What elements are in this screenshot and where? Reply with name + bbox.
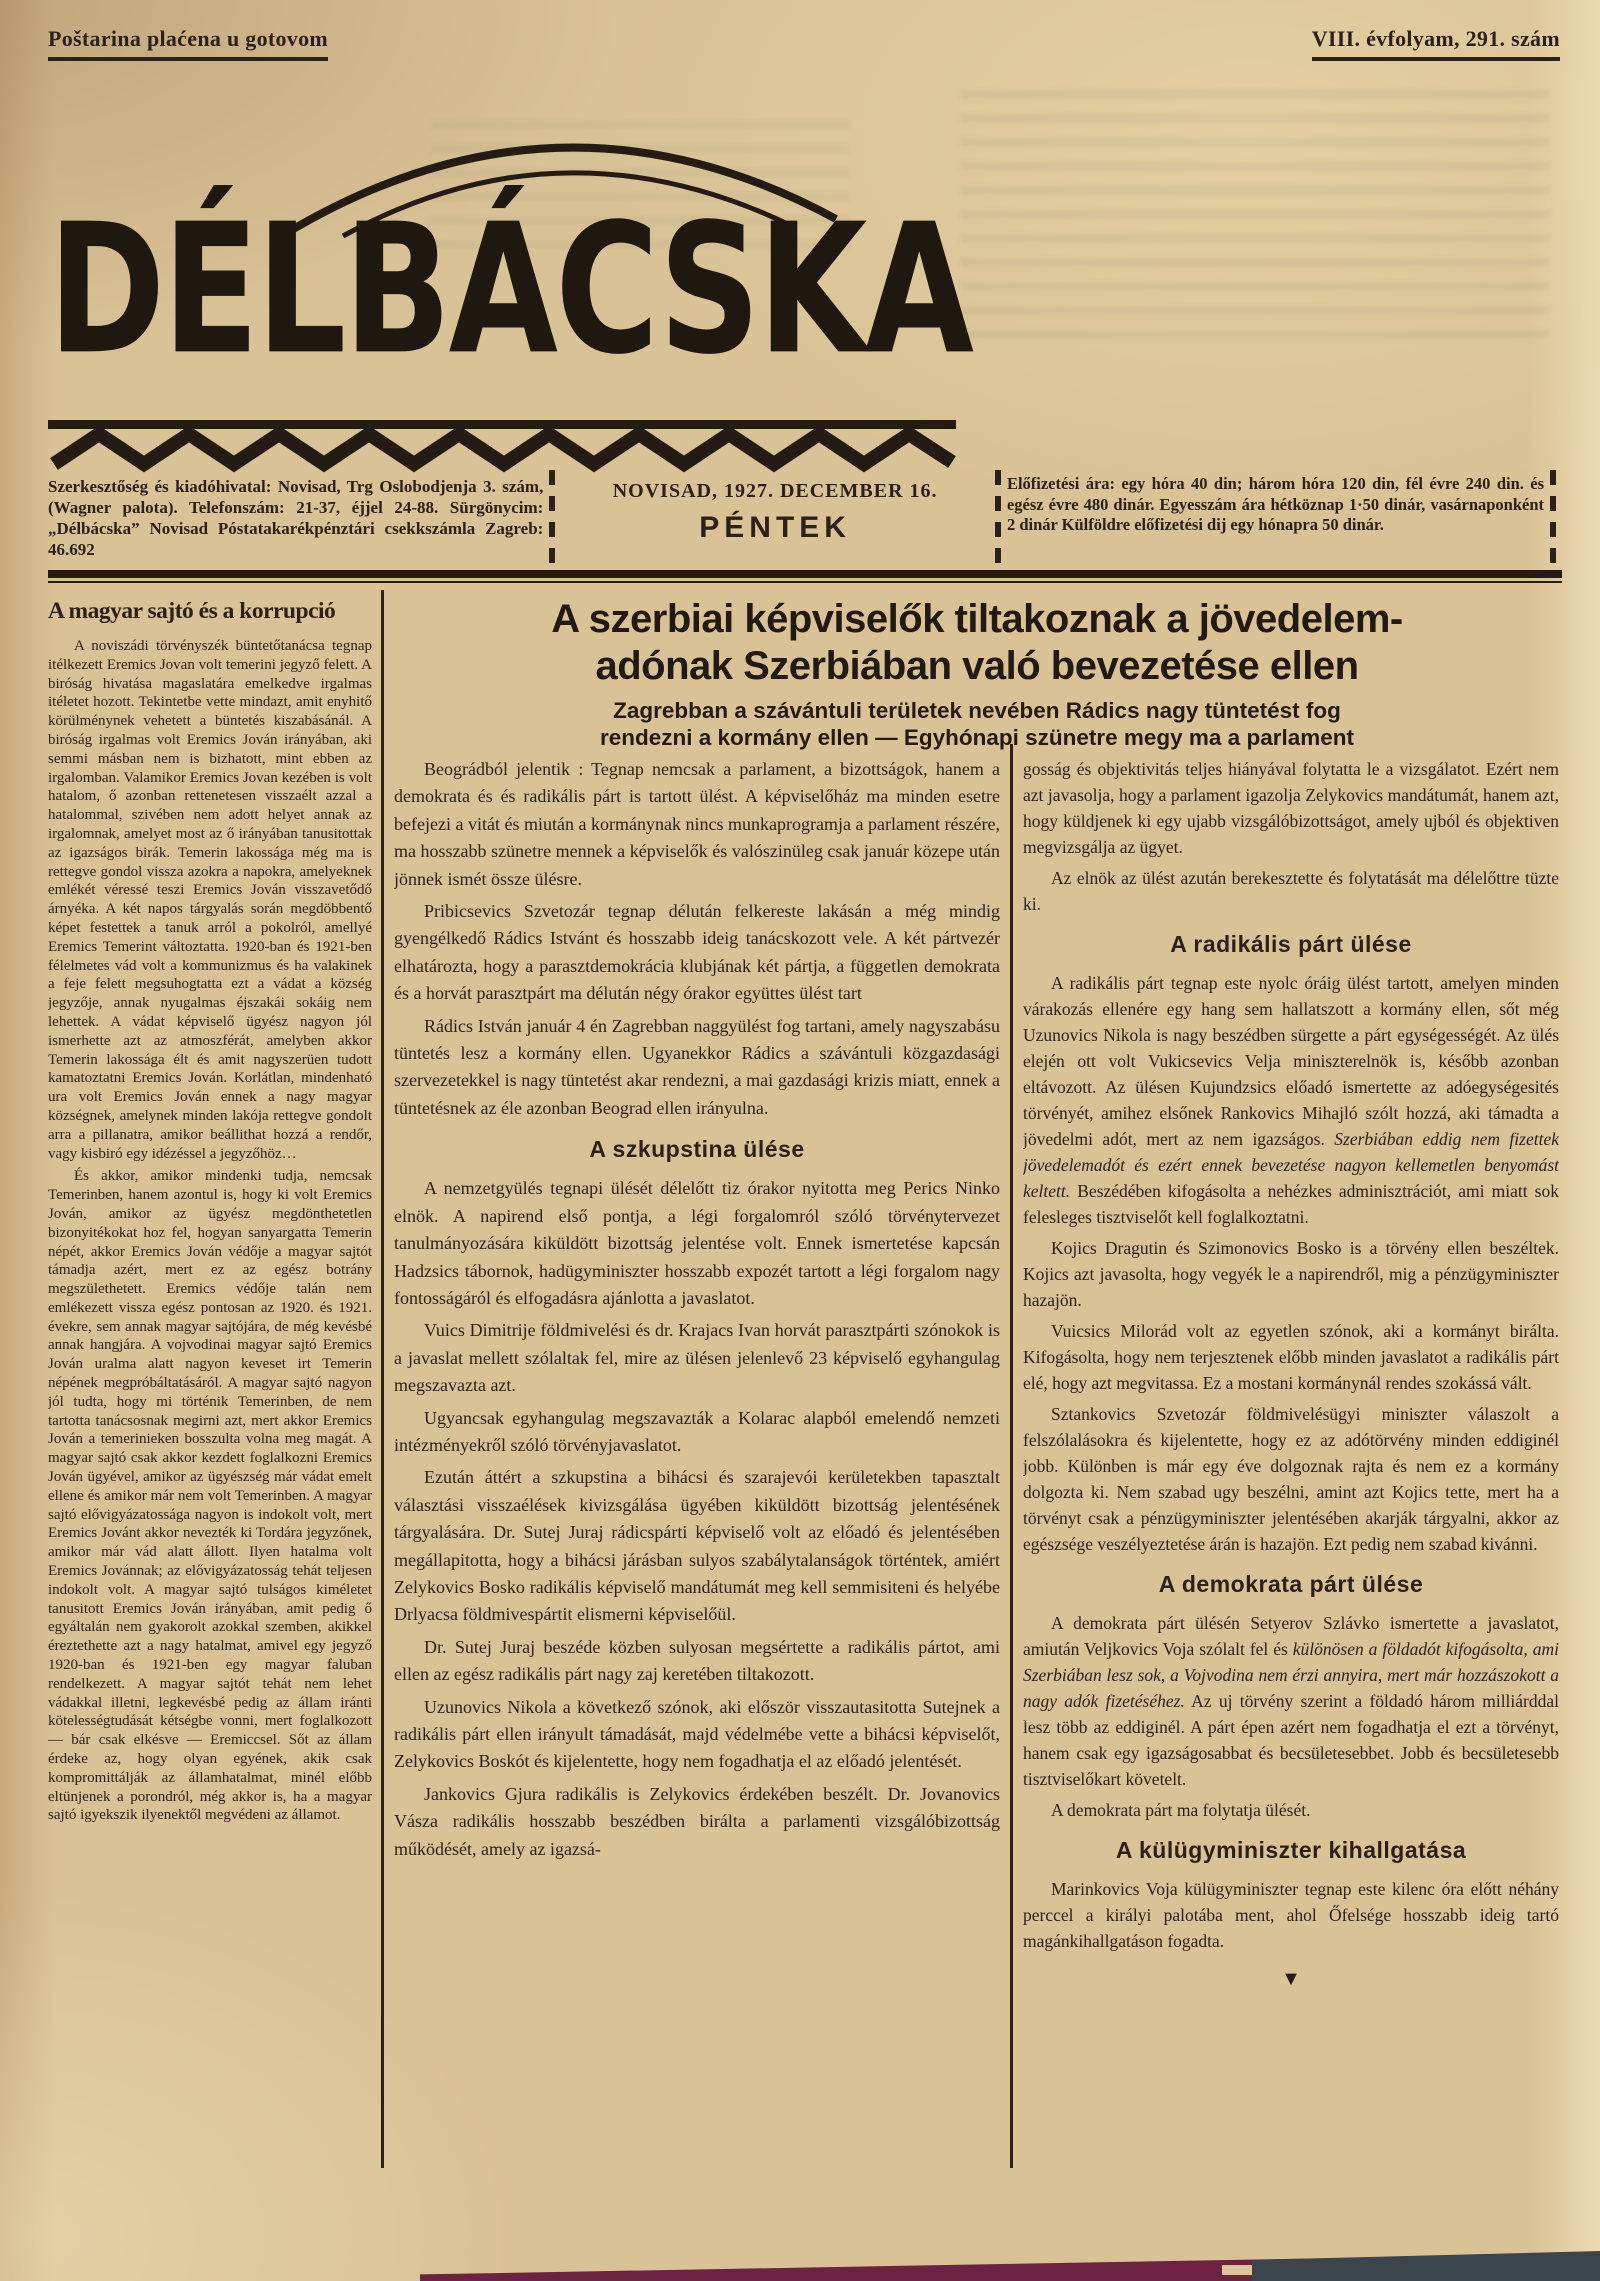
paragraph-text: Beszédében kifogásolta a nehézkes adminisztrációt, ami miatt sok felesleges tisztviselőt kell foglalkoztatni. [1023,1181,1559,1227]
bottom-band-paper-gap [1222,2265,1256,2275]
article-paragraph: gosság és objektivitás teljes hiányával folytatta le a vizsgálatot. Ezért nem azt javasolja, hogy a parlament igazolja Zelykovics mandátumát, hanem azt, hogy küldjenek ki egy ujabb vizsgálóbizottságot, amely ujból és objektiven megvizsgálja az ügyet. [1023,759,1559,857]
article-paragraph: A nemzetgyülés tegnapi ülését délelőtt tiz órakor nyitotta meg Perics Ninko elnök. A napirend első pontja, a légi forgalomról szóló törvénytervezet tanulmányozására kiküldött bizottság jelentése volt. Ennek ismertetése kapcsán Hadzsics tábornok, hadügyminiszter hosszabb expozét tartott a légi forgalom nagy fontosságáról és elfogadásra ajánlotta a javaslatot. [394,1178,1000,1308]
postage-note: Poštarina plaćena u gotovom [48,26,328,61]
main-subhead [392,697,1562,751]
article-paragraph: Rádics István január 4 én Zagrebban naggyülést fog tartani, amely nagyszabásu tüntetés lesz a kormány ellen. Ugyanekkor Rádics a szávántuli közgazdasági szervezetekkel is nagy tüntetést akar rendezni, a mai gazdasági krizis miatt, ennek a tüntetésnek az éle azonban Beograd ellen irányulna. [394,1015,1000,1118]
article-paragraph: A noviszádi törvényszék büntetőtanácsa tegnap itélkezett Eremics Jovan volt temerini jegyző felett. A biróság hivatása magaslatára emelkedve irgalmas itéletet hozott. Tekintetbe vette mindazt, amit enyhitő körülménynek vehetett a büntetés kiszabásánál. A biróság irgalmas volt Eremics Jován irányában, aki semmi másban nem is bizhatott, mint ebben az irgalomban. Valamikor Eremics Jovan kezében is volt hatalom, ő azonban rettenetesen visszaélt azzal a hatalommal, szivében nem adott helyet annak az irgalomnak, amelyet most az ő irányában tanusitottak az igazságos birák. Temerin lakossága még ma is rettegve gondol vissza azokra a napokra, amelyeknek emlékét véressé teszi Eremics Jován visszavetődő árnyéka. A két napos tárgyalás során megdöbbentő képet festettek a tanuk arról a pokolról, amellyé Eremics Temerint változtatta. 1920-ban és 1921-ben félelmetes vád volt a kommunizmus és ha valakinek a feje felett megsuhogtatta ezt a vádat a község jegyzője, annak nyugalmas éjszakái sokáig nem lehettek. A vádat képviselő ügyész nagyon jól ismerhette azt az atmoszférát, amelyben akkor Temerin lakossága élt és amit nagyszerüen tudott kamatoztatni Eremics Jován. Korlátlan, mindenható ura volt Eremics Jován ennek a nagy magyar községnek, amelynek minden lakója rettegve gondolt arra a pillanatra, amikor beállithat hozzá a rendőr, vagy kisbiró egy idézéssel a jegyzőhöz… [48,638,372,1162]
article-paragraph: Dr. Sutej Juraj beszéde közben sulyosan megsértette a radikális pártot, ami ellen az egész radikális párt nagy zaj keretében tiltakozott. [394,1636,1000,1685]
article-paragraph: A demokrata párt ma folytatja ülését. [1051,1800,1311,1820]
column-rule [1010,744,1013,2168]
main-headline-line1: A szerbiai képviselők tiltakoznak a jövedelem- [551,597,1403,641]
masthead-title: DÉLBÁCSKA [48,184,972,394]
showthrough-ghost-top-right [960,90,1550,340]
paragraph-text: A radikális párt tegnap este nyolc óráig ülést tartott, amelyen minden várakozás ellenére egy hang sem hallatszott a kormány ellen, sőt még Uzunovics Nikola is nagy beszédben sürgette a párt egységességét. Az ülés elején ott volt Vukicsevics Velja miniszterelnök is, később azonban eltávozott. Az ülésen Kujundzsics előadó ismertette az adóegységesités törvényét, amihez elsőnek Rankovics Mihajló szólt hozzá, aki támadta a jövedelmi adót, mert az nem igazságos. [1023,973,1559,1149]
info-bar-separator [1550,470,1556,566]
paragraph-text: Az uj törvény szerint a földadó három milliárddal lesz több az eddiginél. A párt épen azért nem fogadhatja el ezt a törvényt, hanem csak egy igazságosabbat és becsületesebbet. Jobb és becsületesebb tisztviselőkart követelt. [1023,1691,1559,1789]
article-paragraph: Vuicsics Milorád volt az egyetlen szónok, aki a kormányt birálta. Kifogásolta, hogy nem terjesztenek előbb minden javaslatot a radikális párt elé, hogy azt megvitassa. Ez a mostani kormánynál rendes szokássá vált. [1023,1321,1559,1393]
column-rule [381,590,384,2168]
masthead-zigzag-icon [48,414,956,476]
day-name: PÉNTEK [699,511,851,544]
info-bar [48,470,1562,566]
article-paragraph: Sztankovics Szvetozár földmivelésügyi miniszter válaszolt a felszólalásokra és kijelentette, hogy ez az adótörvény minden eddiginél jobb. Különben is már egy éve dolgoznak rajta és nem ez a kormány dolgozta ki. Nem szabad ugy beszélni, amint azt Kojics tette, mert ha a törvényt csak a pénzügyminiszter jelentésében akarják tárgyalni, akkor az egészsége veszélyeztetése árán is hazajön. Ezt pedig nem szabad kivánni. [1023,1404,1559,1554]
paragraph-emphasis: különösen a földadót kifogásolta, ami Szerbiában lesz sok, a Vojvodina nem érzi annyira, mert már hozzászokott a nagy adók fizetéséhez. [1023,1639,1559,1711]
triangle-ornament-icon: ▼ [1281,1968,1301,1990]
article-paragraph: És akkor, amikor mindenki tudja, nemcsak Temerinben, hanem azontul is, hogy ki volt Eremics Jován, amikor az ügyész megdönthetetlen bizonyitékokat hoz fel, hogyan sanyargatta Temerin népét, akkor Eremics Jován védője a magyar sajtót támadja azért, mert ez az egész botrány megszülethetett. Eremics védője talán nem emlékezett vissza egész pontosan az 1920. és 1921. évekre, sem annak magyar sajtójára, de még kevésbé annak hangjára. A vojvodinai magyar sajtó Eremics Jován uralma alatt nagyon keveset irt Temerin népének megpróbáltatásáról. A magyar sajtó nagyon jól tudta, hogy mi történik Temerinben, de nem tartotta tanácsosnak megirni azt, mert akkor Eremics Jován a temerinieken bosszulta volna meg magát. A magyar sajtó csak akkor kezdett foglalkozni Eremics Jován ügyével, amikor az ügyészség már vádat emelt ellene és amikor már nem volt Temerinben. A magyar sajtó elővigyázatossága nagyon is indokolt volt, mert Eremics Jovánt akkor nevezték ki Tordára jegyzőnek, amikor már vád alatt állott. Ilyen hatalma volt Eremics Jovánnak; az elővigyázatosság tehát teljesen indokolt volt. A magyar sajtó tulságos kiméletet tanusitott Eremics Jován irányában, amit pedig ő egyáltalán nem gyakorolt azokkal szemben, akikkel éreztethette azt a nagy hatalmat, amivel egy jegyző 1920-ban és 1921-ben egy magyar faluban rendelkezett. A magyar sajtót tehát nem lehet vádakkal illetni, legkevésbé pedig az állam iránti kötelességtudását kétségbe vonni, mert foglalkozott — bár csak elkésve — Eremiccsel. Sőt az állam érdeke az, hogy olyan egyének, akik csak kompromittálják az államhatalmat, minél előbb eltünjenek a porondról, még akkor is, ha a magyar sajtó igyekszik ilyenektől megvédeni az államot. [48,1168,372,1824]
main-headline [392,596,1562,690]
bottom-band-slate [1252,2251,1600,2281]
masthead [48,96,972,496]
section-heading-demokrata: A demokrata párt ülése [1158,1571,1424,1597]
horizontal-rule-thin [48,581,1562,583]
article-paragraph [1023,970,1559,1230]
article-paragraph: Marinkovics Voja külügyminiszter tegnap este kilenc óra előtt néhány perccel a királyi palotába ment, ahol Őfelsége hosszabb ideig tartó magánkihallgatáson fogadta. [1023,1879,1559,1951]
main-article-column-1 [394,756,1000,2170]
article-paragraph: Jankovics Gjura radikális is Zelykovics érdekében beszélt. Dr. Jovanovics Vásza radikális hosszabb beszédben birálta a parlamenti vizsgálóbizottság működését, amely az igazsá- [394,1783,1000,1859]
article-paragraph: Vuics Dimitrije földmivelési és dr. Krajacs Ivan horvát parasztpárti szónokok is a javaslat mellett szólaltak fel, mire az ülésen jelenlevő 23 képviselő egyhangulag megszavazta azt. [394,1320,1000,1396]
left-article [48,592,372,2172]
article-paragraph: Beográdból jelentik : Tegnap nemcsak a parlament, a bizottságok, hanem a demokrata és és radikális párt is tartott ülést. A képviselőház ma minden esetre befejezi a vitát és miután a kormánynak nincs munkaprogramja a parlament részére, ma hosszabb szünetre mennek a képviselők és valószinüleg csak január közepe után jönnek ismét össze ülésre. [394,759,1000,889]
main-headline-line2: adónak Szerbiában való bevezetése ellen [595,644,1359,688]
issue-number: VIII. évfolyam, 291. szám [1312,26,1560,61]
horizontal-rule-thick [48,570,1562,578]
article-paragraph: Kojics Dragutin és Szimonovics Bosko is a törvény ellen beszéltek. Kojics azt javasolta, hogy vegyék le a napirendről, mig a pénzügyminiszter hazajön. [1023,1238,1559,1310]
article-paragraph: Uzunovics Nikola a következő szónok, aki először visszautasitotta Sutejnek a radikális párt ellen irányult támadását, majd védelmébe vette a bihácsi képviselőt, Zelykovics Boskót és kijelentette, hogy nem fogadhatja el az előadó jelentését. [394,1696,1000,1772]
section-heading-szkupstina: A szkupstina ülése [589,1136,805,1163]
subscription-rates: Előfizetési ára: egy hóra 40 din; három hóra 120 din, fél évre 240 din. és egész évre 480 dinár. Egyesszám ára hétköznap 1·50 dinár, vasárnaponként 2 dinár Külföldre előfizetési dij egy hónapra 50 dinár. [1006,474,1545,534]
main-article-column-2 [1023,756,1559,2226]
main-subhead-line2: rendezni a kormány ellen — Egyhónapi szünetre megy ma a parlament [600,725,1354,750]
office-address: Szerkesztőség és kiadóhivatal: Novisad, Trg Oslobodjenja 3. szám, (Wagner palota). Telefonszám: 21-37, éjjel 24-88. Sürgönycim: „Délbácska” Novisad Póstatakarékpénztári csekkszámla Zagreb: 46.692 [48,477,544,559]
article-paragraph: Ezután áttért a szkupstina a bihácsi és szarajevói kerületekben tapasztalt választási visszaélések kivizsgálása ügyében kiküldött bizottság jelentésének tárgyalására. Dr. Sutej Juraj rádicspárti képviselő volt az előadó és jelentésében megállapitotta, hogy a bihácsi járásban sulyos szabálytalanságok történtek, amiért Zelykovics Bosko radikális képviselő mandátumát meg kell semmisiteni és helyébe Drlyacsa földmivespártit elismerni képviselőül. [394,1467,1000,1625]
article-paragraph: Pribicsevics Szvetozár tegnap délután felkereste lakásán a még mindig gyengélkedő Rádics Istvánt és hosszabb ideig tanácskozott vele. A két pártvezér elhatározta, hogy a parasztdemokrácia klubjának két pártja, a független demokrata és a horvát parasztpárt ma délután négy órakor együttes ülést tart [394,901,1000,1004]
article-paragraph: Ugyancsak egyhangulag megszavazták a Kolarac alapból emelendő nemzeti intézményekről szóló törvényjavaslatot. [394,1407,1000,1455]
main-subhead-line1: Zagrebban a szávántuli területek nevében Rádics nagy tüntetést fog [613,698,1341,723]
left-article-title: A magyar sajtó és a korrupció [48,598,336,624]
date-line: NOVISAD, 1927. DECEMBER 16. [612,480,938,502]
info-bar-separator [549,470,555,566]
paragraph-text: A demokrata párt ülésén Setyerov Szlávko ismertette a javaslatot, amiután Veljkovics Voja szólalt fel és [1023,1613,1559,1659]
section-heading-kulugyminiszter: A külügyminiszter kihallgatása [1115,1837,1467,1863]
date-block [561,470,989,566]
info-bar-separator [995,470,1001,566]
article-paragraph: Az elnök az ülést azután berekesztette és folytatását ma délelőttre tüzte ki. [1023,868,1559,914]
article-paragraph [1023,1610,1559,1792]
section-heading-radikalis: A radikális párt ülése [1170,931,1412,957]
paragraph-emphasis: Szerbiában eddig nem fizettek jövedelemadót és ezért ennek bevezetése nagyon kellemetlen benyomást keltett. [1023,1129,1559,1201]
